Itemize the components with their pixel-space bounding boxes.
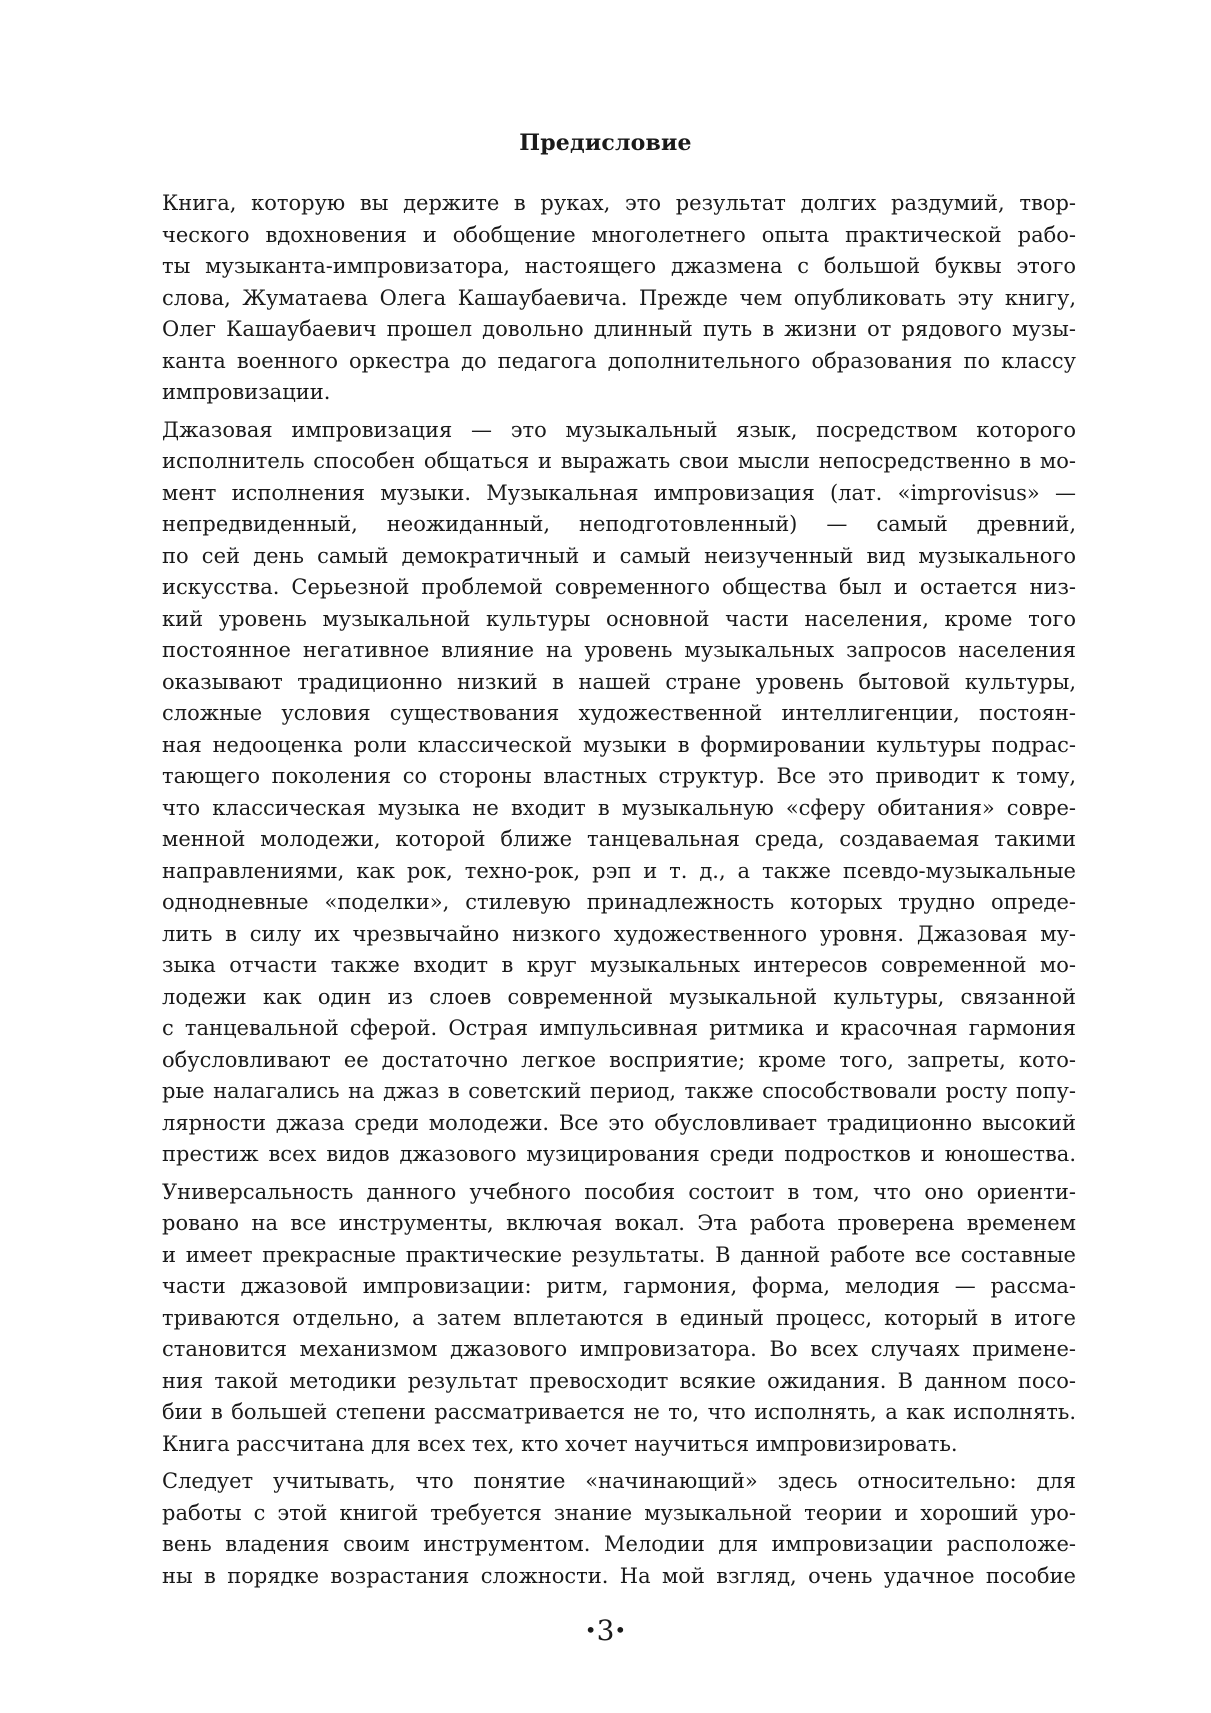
text-line: лярности джаза среди молодежи. Все это обусловливает традиционно высокий	[162, 1110, 1076, 1135]
paragraph-3	[162, 1177, 1076, 1461]
text-line: постоянное негативное влияние на уровень музыкальных запросов населения	[162, 638, 1076, 662]
text-line: ная недооценка роли классической музыки в формировании культуры подрас-	[162, 732, 1076, 757]
text-line: ния такой методики результат превосходит всякие ожидания. В данном посо-	[162, 1368, 1076, 1393]
text-line: Книга, которую вы держите в руках, это результат долгих раздумий, твор-	[162, 191, 1076, 215]
text-line: ровано на все инструменты, включая вокал. Эта работа проверена временем	[162, 1211, 1076, 1235]
text-line: однодневные «поделки», стилевую принадлежность которых трудно опреде-	[162, 890, 1076, 914]
text-line: Универсальность данного учебного пособия состоит в том, что оно ориенти-	[162, 1179, 1076, 1204]
text-line: оказывают традиционно низкий в нашей стране уровень бытовой культуры,	[162, 669, 1076, 694]
paragraph-1	[162, 188, 1076, 409]
text-line: тающего поколения со стороны властных структур. Все это приводит к тому,	[162, 764, 1076, 788]
bullet-icon: •	[584, 1618, 597, 1642]
text-line: направлениями, как рок, техно-рок, рэп и т. д., а также псевдо-музыкальные	[162, 858, 1076, 883]
text-line: непредвиденный, неожиданный, неподготовленный) — самый древний,	[162, 512, 1076, 536]
text-line: Олег Кашаубаевич прошел довольно длинный путь в жизни от рядового музы-	[162, 317, 1076, 341]
text-line: Книга рассчитана для всех тех, кто хочет научиться импровизировать.	[162, 1431, 958, 1456]
text-line: Джазовая импровизация — это музыкальный язык, посредством которого	[162, 417, 1076, 442]
page-number	[0, 1614, 1211, 1647]
text-line: лодежи как один из слоев современной музыкальной культуры, связанной	[162, 984, 1076, 1009]
text-line: по сей день самый демократичный и самый неизученный вид музыкального	[162, 543, 1076, 568]
text-line: обусловливают ее достаточно легкое восприятие; кроме того, запреты, кото-	[162, 1047, 1076, 1072]
text-line: и имеет прекрасные практические результаты. В данной работе все составные	[162, 1242, 1076, 1267]
page-number-value: 3	[596, 1614, 615, 1647]
text-line: рые налагались на джаз в советский период, также способствовали росту попу-	[162, 1079, 1076, 1103]
text-line: вень владения своим инструментом. Мелодии для импровизации расположе-	[162, 1532, 1076, 1556]
text-line: что классическая музыка не входит в музыкальную «сферу обитания» совре-	[162, 795, 1076, 820]
body-text	[162, 188, 1076, 1598]
text-line: кий уровень музыкальной культуры основной части населения, кроме того	[162, 606, 1076, 631]
paragraph-2	[162, 415, 1076, 1171]
text-line: менной молодежи, которой ближе танцевальная среда, создаваемая такими	[162, 827, 1076, 851]
text-line: зыка отчасти также входит в круг музыкальных интересов современной мо-	[162, 953, 1076, 977]
text-line: сложные условия существования художественной интеллигенции, постоян-	[162, 701, 1076, 725]
text-line: ты музыканта-импровизатора, настоящего джазмена с большой буквы этого	[162, 254, 1076, 278]
text-line: мент исполнения музыки. Музыкальная импровизация (лат. «improvisus» —	[162, 480, 1076, 505]
text-line: работы с этой книгой требуется знание музыкальной теории и хороший уро-	[162, 1500, 1076, 1525]
text-line: ны в порядке возрастания сложности. На мой взгляд, очень удачное пособие	[162, 1563, 1076, 1588]
text-line: искусства. Серьезной проблемой современного общества был и остается низ-	[162, 575, 1076, 599]
text-line: престиж всех видов джазового музицирования среди подростков и юношества.	[162, 1142, 1076, 1166]
text-line: Следует учитывать, что понятие «начинающий» здесь относительно: для	[162, 1469, 1076, 1493]
text-line: бии в большей степени рассматривается не то, что исполнять, а как исполнять.	[162, 1400, 1076, 1424]
text-line: импровизации.	[162, 380, 331, 404]
bullet-icon: •	[614, 1618, 627, 1642]
text-line: триваются отдельно, а затем вплетаются в единый процесс, который в итоге	[162, 1305, 1076, 1330]
text-line: с танцевальной сферой. Острая импульсивная ритмика и красочная гармония	[162, 1016, 1076, 1040]
text-line: части джазовой импровизации: ритм, гармония, форма, мелодия — рассма-	[162, 1274, 1076, 1298]
paragraph-4	[162, 1466, 1076, 1592]
text-line: лить в силу их чрезвычайно низкого художественного уровня. Джазовая му-	[162, 921, 1076, 946]
text-line: слова, Жуматаева Олега Кашаубаевича. Прежде чем опубликовать эту книгу,	[162, 285, 1076, 310]
text-line: исполнитель способен общаться и выражать свои мысли непосредственно в мо-	[162, 449, 1076, 473]
text-line: ческого вдохновения и обобщение многолетнего опыта практической рабо-	[162, 222, 1076, 247]
page-title: Предисловие	[519, 130, 692, 156]
text-line: становится механизмом джазового импровизатора. Во всех случаях примене-	[162, 1337, 1076, 1361]
text-line: канта военного оркестра до педагога дополнительного образования по классу	[162, 348, 1076, 373]
